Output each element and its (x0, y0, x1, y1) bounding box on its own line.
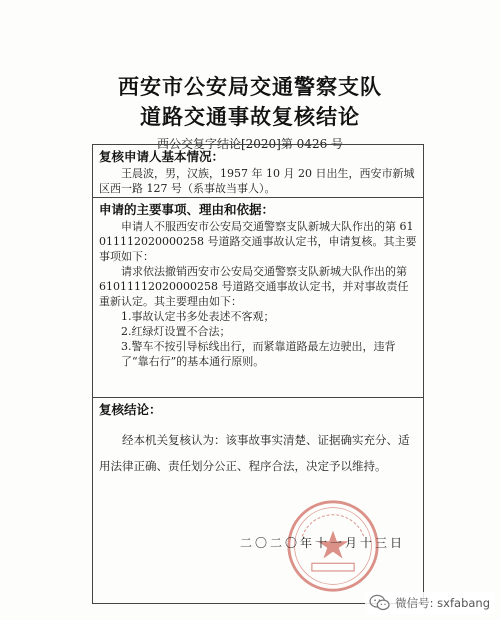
conclusion-heading: 复核结论： (99, 402, 162, 417)
form-table (92, 144, 424, 604)
request-heading: 申请的主要事项、理由和依据： (99, 202, 275, 217)
watermark-text: 微信号: sxfabang (395, 596, 490, 610)
applicant-text: 王晨波，男，汉族，1957 年 10 月 20 日出生，西安市新城区西一路 127 号（系事故当事人）。 (99, 167, 415, 195)
request-item: 2.红绿灯设置不合法； (121, 325, 231, 338)
request-paragraph-1: 申请人不服西安市公安局交通警察支队新城大队作出的第 61011112020000258 号道路交通事故认定书，申请复核。其主要事项如下： (99, 220, 417, 263)
request-paragraph-2: 请求依法撤销西安市公安局交通警察支队新城大队作出的第 61011112020000258 号道路交通事故认定书，并对事故责任重新认定。其主要理由如下： (99, 265, 409, 308)
agency-title: 西安市公安局交通警察支队 (118, 75, 382, 99)
document-title: 道路交通事故复核结论 (140, 105, 360, 129)
request-item: 3.警车不按引导标线出行，而紧靠道路最左边驶出，违背了“靠右行”的基本通行原则。 (121, 340, 396, 368)
request-section (93, 197, 423, 397)
title-block (0, 72, 500, 154)
conclusion-section (93, 397, 423, 603)
wechat-icon (369, 594, 391, 612)
request-item: 1.事故认定书多处表述不客观； (121, 310, 275, 323)
wechat-watermark (365, 592, 494, 614)
applicant-heading: 复核申请人基本情况： (99, 149, 225, 164)
document-number: 西公交复字结论[2020]第 0426 号 (156, 137, 344, 151)
conclusion-text: 经本机关复核认为：该事故事实清楚、证据确实充分、适用法律正确、责任划分公正、程序合法，决定予以维持。 (99, 433, 410, 473)
applicant-section (93, 145, 423, 197)
conclusion-date: 二〇二〇年十一月十三日 (239, 536, 405, 550)
